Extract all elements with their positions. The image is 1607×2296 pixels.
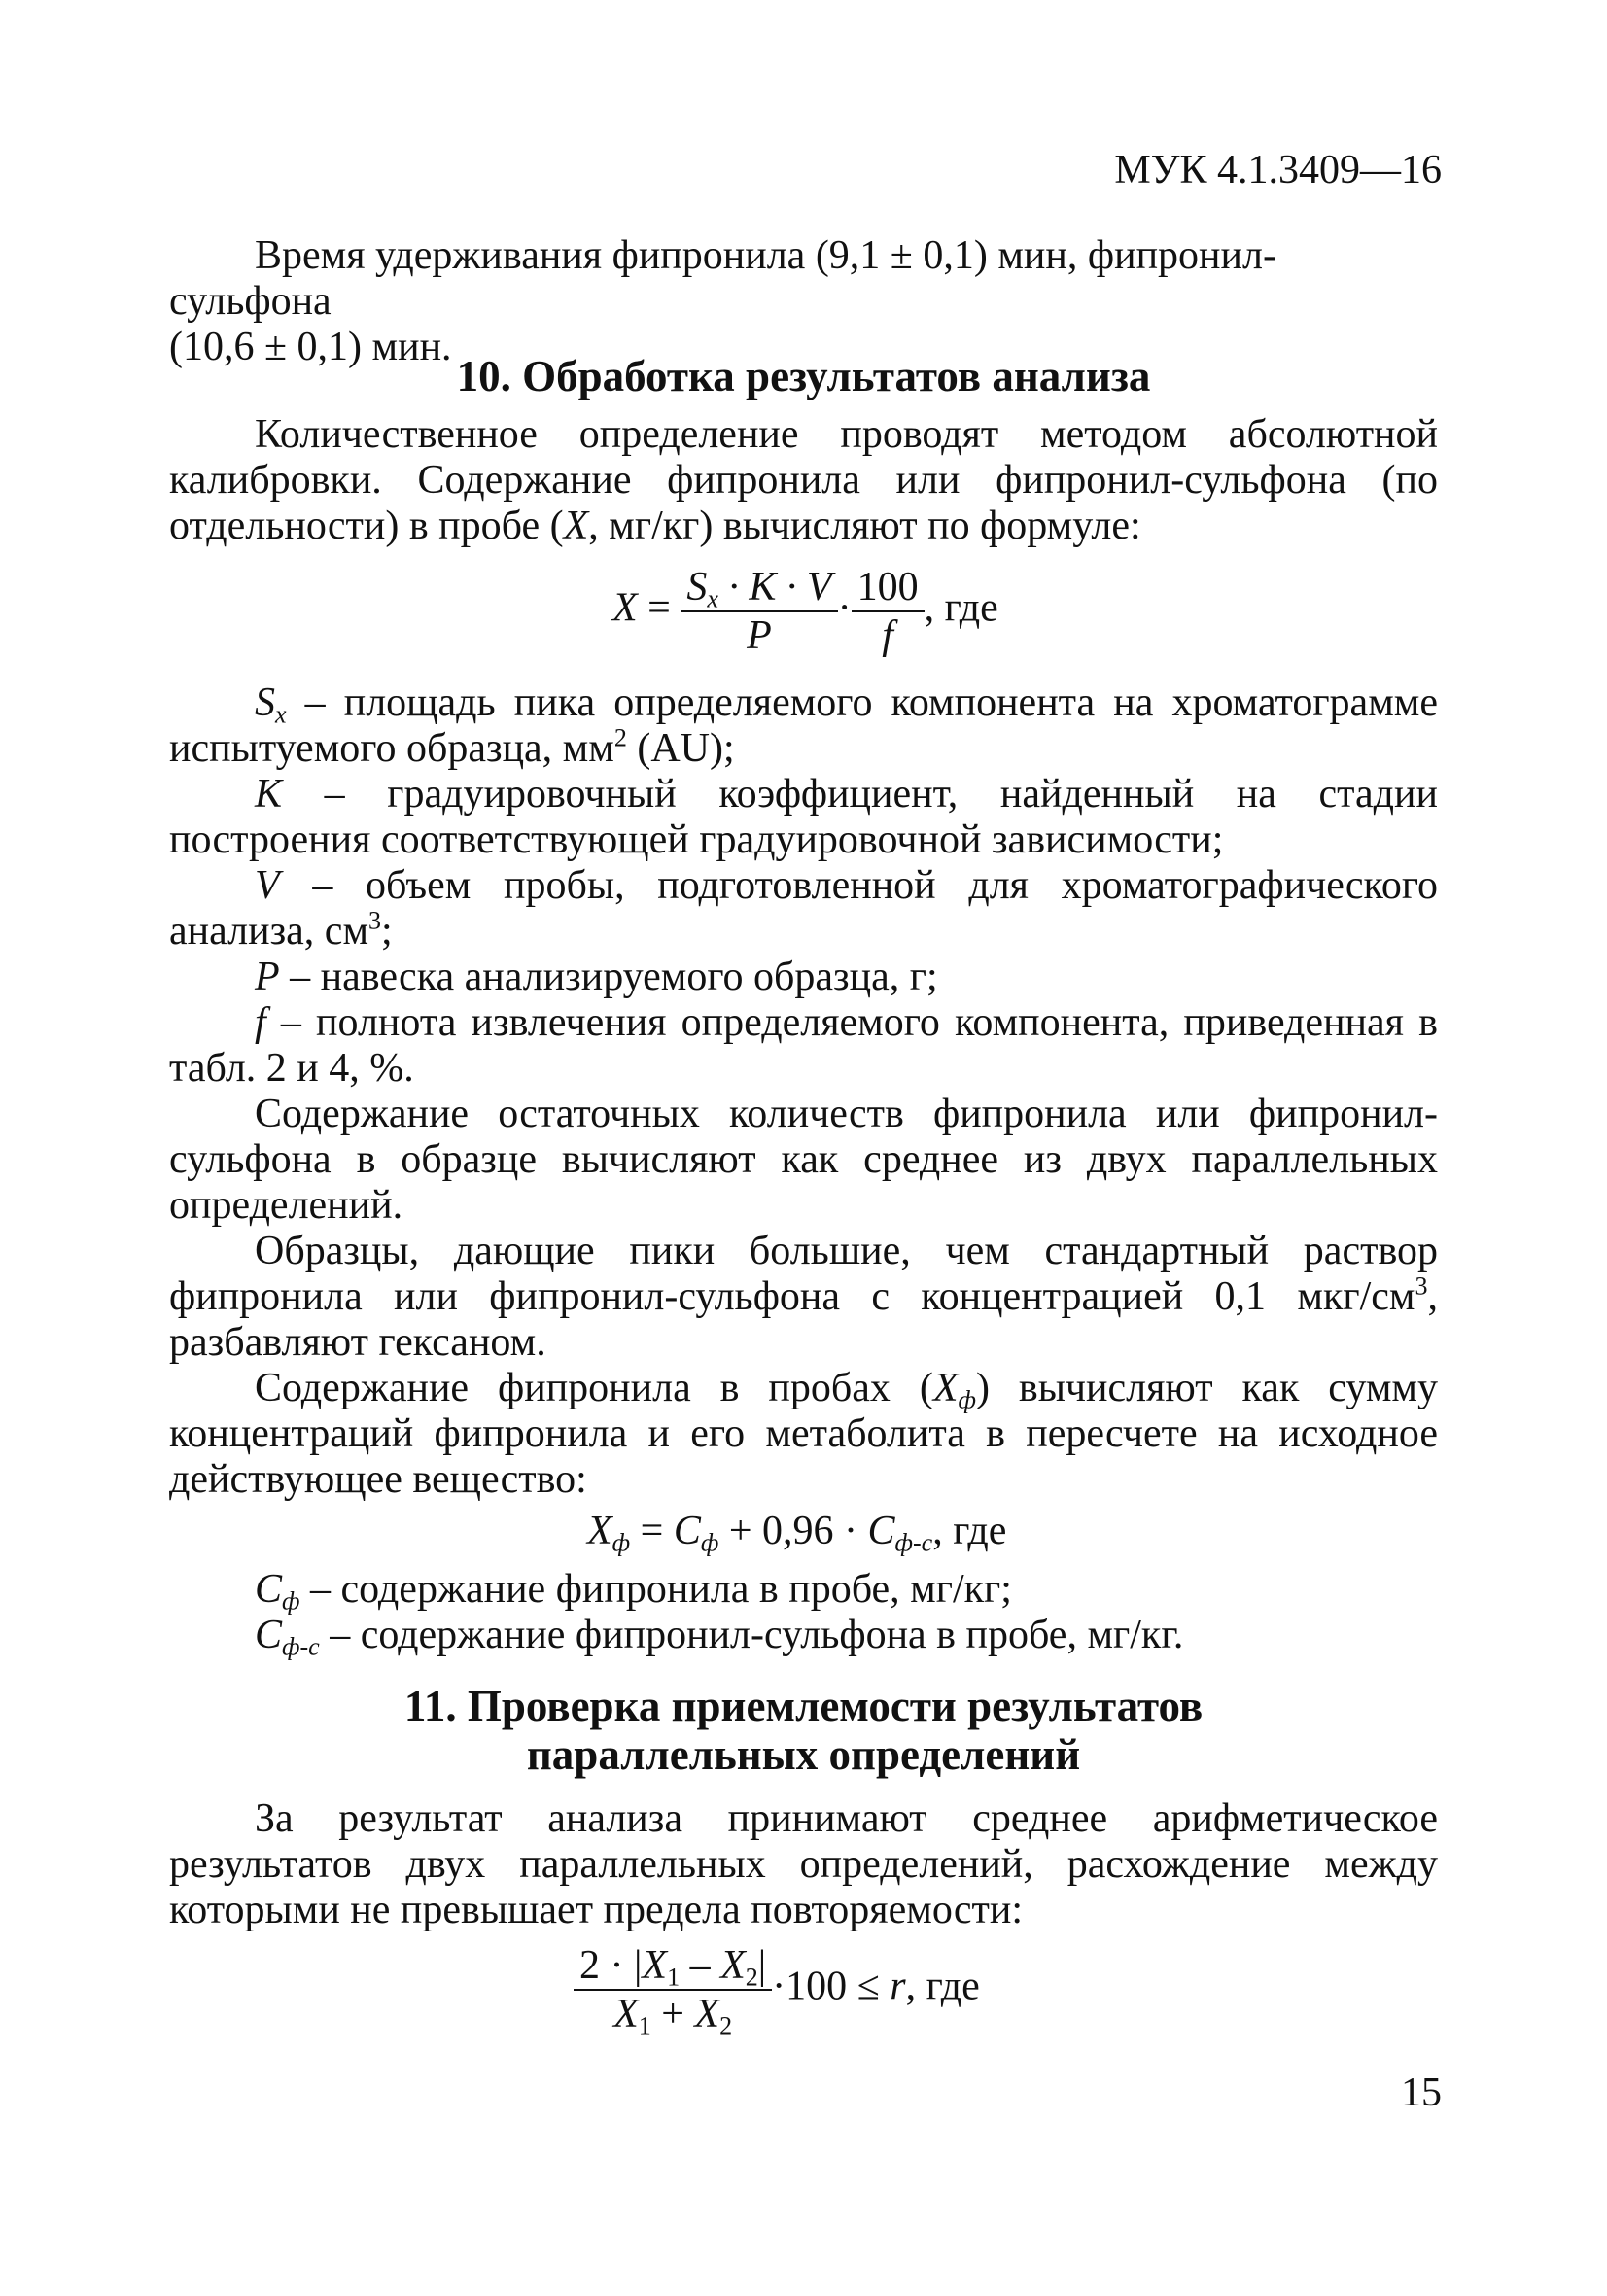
def-sup: 2 — [613, 723, 627, 752]
section-10-title: 10. Обработка результатов анализа — [456, 352, 1151, 400]
def-f — [169, 1000, 1438, 1092]
def-after: (AU); — [626, 726, 735, 771]
den-p: P — [747, 613, 772, 658]
def-text: – площадь пика определяемого компонента на хроматограмме испытуемого образца, мм — [169, 680, 1438, 771]
fraction-2-numerator: 100 — [852, 564, 925, 612]
fraction-1-denominator — [681, 612, 837, 659]
retention-line-2: (10,6 ± 0,1) мин. — [169, 325, 452, 369]
sum-b: ) вычисляют как сумму концентраций фипронила и его метаболита в пересчете на исходное действующее вещество: — [169, 1366, 1438, 1502]
definitions-2 — [169, 1567, 1438, 1661]
f2-tail: , где — [932, 1509, 1007, 1553]
f3-tail: , где — [905, 1964, 980, 2009]
def-text: – градуировочный коэффициент, найденный на стадии построения соответствующей градуировочной зависимости; — [169, 772, 1438, 862]
sum-a: Содержание фипронила в пробах ( — [255, 1366, 933, 1410]
f3-x1-sub: 1 — [667, 1963, 681, 1992]
num-rest: · K · V — [717, 565, 832, 609]
def-sym: S — [255, 680, 275, 725]
section-11-paragraph-block — [169, 1796, 1438, 1933]
f3-den-x2-sub: 2 — [719, 2011, 733, 2040]
f3-mult: ·100 ≤ — [772, 1964, 891, 2009]
formula-dot: · — [837, 585, 852, 631]
formula-lhs: X — [612, 585, 638, 631]
num-s-sub: x — [707, 584, 718, 613]
intro-end: , мг/кг) вычисляют по формуле: — [588, 504, 1141, 548]
fraction-3-denominator — [574, 1991, 772, 2040]
f3-num-suffix: | — [757, 1943, 767, 1988]
dilute-b: , разбавляют гексаном. — [169, 1274, 1438, 1365]
section-11-title-block — [169, 1682, 1438, 1779]
intro-text: Количественное определение проводят методом абсолютной калибровки. Содержание фипронила или фипронил-сульфона (по отдельности) в пробе ( — [169, 412, 1438, 548]
sum-var: X — [932, 1366, 959, 1410]
f2-lhs-sub: ф — [611, 1528, 631, 1557]
def-text: – полнота извлечения определяемого компонента, приведенная в табл. 2 и 4, %. — [169, 1000, 1438, 1091]
f2-c1: C — [673, 1509, 701, 1553]
formula-x — [612, 564, 998, 659]
def2-text: – содержание фипронила в пробе, мг/кг; — [299, 1567, 1012, 1612]
para-dilute — [169, 1229, 1438, 1366]
definitions-list — [169, 680, 1438, 1503]
section-10-title-block — [169, 352, 1438, 400]
def-sup: 3 — [368, 906, 382, 935]
f2-c2: C — [867, 1509, 895, 1553]
f3-den-x1: X — [613, 1992, 639, 2036]
section-11-paragraph: За результат анализа принимают среднее арифметическое результатов двух параллельных определений, расхождение между которыми не превышает предела повторяемости: — [169, 1796, 1438, 1932]
def2-sym: C — [255, 1567, 283, 1612]
def-sub: x — [275, 700, 287, 729]
def-sym: f — [255, 1000, 266, 1045]
fraction-1 — [681, 564, 837, 659]
sum-sub: ф — [958, 1385, 976, 1414]
def-sym: K — [255, 772, 283, 817]
document-code: МУК 4.1.3409—16 — [1114, 148, 1442, 192]
f3-x1: X — [642, 1943, 668, 1988]
f2-c1-sub: ф — [700, 1528, 719, 1557]
def2-text: – содержание фипронил-сульфона в пробе, мг/кг. — [319, 1613, 1184, 1657]
f3-den-x1-sub: 1 — [638, 2011, 651, 2040]
section-10-intro — [169, 412, 1438, 549]
f3-r: r — [890, 1964, 906, 2009]
fraction-2-denominator — [852, 612, 925, 659]
def-sx — [169, 680, 1438, 772]
f3-den-x2: X — [694, 1992, 720, 2036]
def-k — [169, 772, 1438, 863]
fraction-3-numerator — [574, 1942, 772, 1991]
def-sym: P — [255, 955, 280, 999]
formula-repeatability — [574, 1942, 980, 2040]
intro-var: X — [563, 504, 589, 548]
dilute-sup: 3 — [1415, 1271, 1428, 1301]
retention-line-1: Время удерживания фипронила (9,1 ± 0,1) мин, фипронил-сульфона — [169, 233, 1276, 324]
def-text: – навеска анализируемого образца, г; — [279, 955, 938, 999]
section-11-title-line-2: параллельных определений — [526, 1730, 1081, 1779]
def-sym: V — [255, 863, 280, 908]
def2-sym: C — [255, 1613, 283, 1657]
fraction-3 — [574, 1942, 772, 2040]
para-mean: Содержание остаточных количеств фипронила или фипронил-сульфона в образце вычисляют как среднее из двух параллельных определений. — [169, 1092, 1438, 1228]
f3-x2-sub: 2 — [745, 1963, 758, 1992]
dilute-a: Образцы, дающие пики большие, чем стандартный раствор фипронила или фипронил-сульфона с концентрацией 0,1 мкг/см — [169, 1229, 1438, 1319]
page-number: 15 — [1401, 2070, 1442, 2115]
f2-plus: + 0,96 · — [718, 1509, 868, 1553]
f3-num-prefix: 2 · | — [579, 1943, 643, 1988]
def-after: ; — [381, 909, 393, 954]
num-s: S — [686, 565, 708, 609]
intro-paragraph — [169, 412, 1438, 549]
fraction-2 — [852, 564, 925, 659]
section-11-title-line-1: 11. Проверка приемлемости результатов — [403, 1682, 1204, 1730]
den-f: f — [882, 613, 893, 658]
f2-c2-sub: ф-с — [894, 1528, 933, 1557]
fraction-1-numerator — [681, 564, 837, 612]
para-sum — [169, 1366, 1438, 1503]
formula-tail: , где — [924, 585, 998, 631]
f2-eq: = — [630, 1509, 674, 1553]
f3-x2: X — [720, 1943, 746, 1988]
def-cf — [169, 1567, 1438, 1616]
f3-den-plus: + — [650, 1992, 695, 2036]
formula-eq: = — [647, 585, 671, 631]
def-cfs — [169, 1613, 1438, 1661]
def2-sub: ф-с — [282, 1632, 320, 1661]
def-v — [169, 863, 1438, 955]
def-p — [169, 955, 1438, 1000]
retention-paragraph — [169, 233, 1438, 370]
formula-xf — [587, 1509, 1007, 1557]
def-text: – объем пробы, подготовленной для хроматографического анализа, см — [169, 863, 1438, 954]
f2-lhs: X — [587, 1509, 612, 1553]
def2-sub: ф — [282, 1586, 300, 1616]
f3-minus: – — [680, 1943, 721, 1988]
